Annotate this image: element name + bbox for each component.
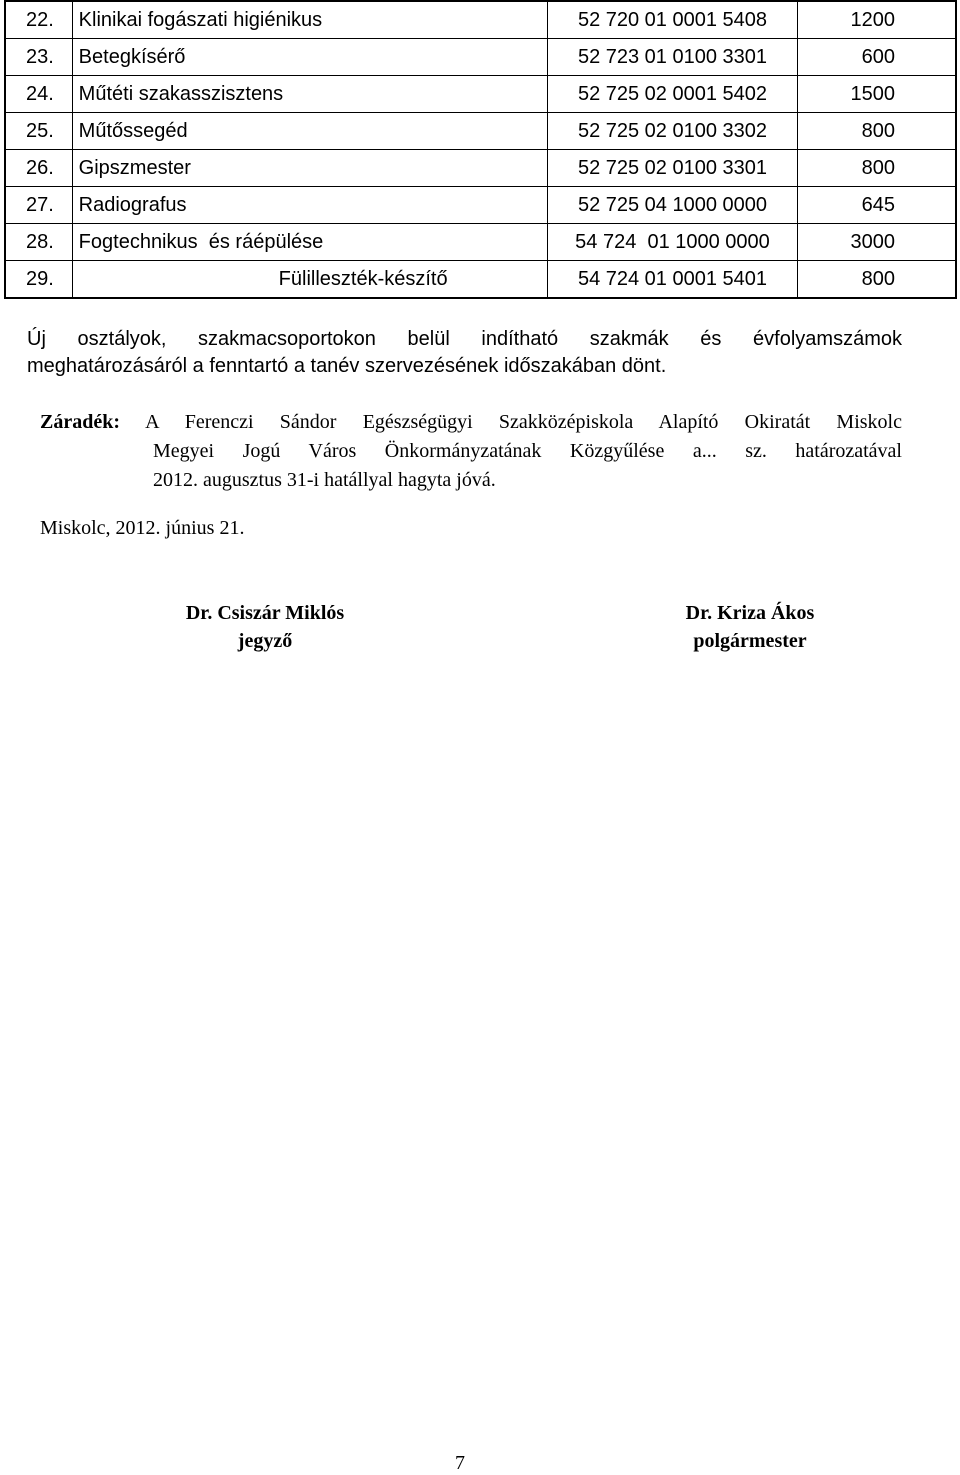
- signature-block-mayor: [640, 599, 860, 655]
- qualification-code: 54 724 01 1000 0000: [547, 224, 797, 261]
- row-number: 26.: [5, 150, 72, 187]
- profession-name: Fülilleszték-készítő: [72, 261, 547, 299]
- qualification-code: 52 720 01 0001 5408: [547, 1, 797, 39]
- table-row: [5, 261, 956, 299]
- hours-value: 800: [798, 261, 956, 299]
- row-number: 28.: [5, 224, 72, 261]
- hours-value: 1500: [798, 76, 956, 113]
- clause-line: A Ferenczi Sándor Egészségügyi Szakközépiskola Alapító Okiratát Miskolc: [145, 411, 902, 433]
- profession-name: Gipszmester: [72, 150, 547, 187]
- qualification-code: 52 725 04 1000 0000: [547, 187, 797, 224]
- place-date: Miskolc, 2012. június 21.: [40, 517, 245, 539]
- table-row: [5, 39, 956, 76]
- qualification-code: 54 724 01 0001 5401: [547, 261, 797, 299]
- profession-name: Műtéti szakasszisztens: [72, 76, 547, 113]
- clause-line: 2012. augusztus 31-i hatállyal hagyta jóvá.: [153, 469, 496, 491]
- hours-value: 600: [798, 39, 956, 76]
- signature-block-notary: [150, 599, 380, 655]
- page-number: 7: [455, 1452, 465, 1474]
- signatory-title: polgármester: [693, 630, 807, 652]
- row-number: 24.: [5, 76, 72, 113]
- qualification-code: 52 725 02 0100 3302: [547, 113, 797, 150]
- qualification-code: 52 725 02 0100 3301: [547, 150, 797, 187]
- profession-name: Betegkísérő: [72, 39, 547, 76]
- hours-value: 800: [798, 113, 956, 150]
- table-row: [5, 187, 956, 224]
- row-number: 22.: [5, 1, 72, 39]
- row-number: 25.: [5, 113, 72, 150]
- signatory-name: Dr. Csiszár Miklós: [185, 602, 345, 624]
- clause-line: Megyei Jogú Város Önkormányzatának Közgyűlése a... sz. határozatával: [153, 440, 902, 462]
- signatory-title: jegyző: [237, 630, 293, 652]
- paragraph-line: meghatározásáról a fenntartó a tanév szervezésének időszakában dönt.: [27, 355, 667, 377]
- hours-value: 800: [798, 150, 956, 187]
- profession-name: Fogtechnikus és ráépülése: [72, 224, 547, 261]
- row-number: 23.: [5, 39, 72, 76]
- table-row: [5, 1, 956, 39]
- clause-block: [40, 408, 902, 495]
- hours-value: 1200: [798, 1, 956, 39]
- paragraph-line: Új osztályok, szakmacsoportokon belül indítható szakmák és évfolyamszámok: [27, 328, 902, 350]
- profession-name: Radiografus: [72, 187, 547, 224]
- hours-value: 3000: [798, 224, 956, 261]
- hours-value: 645: [798, 187, 956, 224]
- table-row: [5, 113, 956, 150]
- profession-table: [4, 0, 957, 299]
- signatory-name: Dr. Kriza Ákos: [685, 602, 815, 624]
- table-row: [5, 150, 956, 187]
- row-number: 29.: [5, 261, 72, 299]
- clause-label: Záradék:: [40, 411, 120, 433]
- new-classes-paragraph: [27, 326, 902, 380]
- row-number: 27.: [5, 187, 72, 224]
- table-row: [5, 76, 956, 113]
- profession-name: Klinikai fogászati higiénikus: [72, 1, 547, 39]
- profession-name: Műtőssegéd: [72, 113, 547, 150]
- qualification-code: 52 725 02 0001 5402: [547, 76, 797, 113]
- table-row: [5, 224, 956, 261]
- qualification-code: 52 723 01 0100 3301: [547, 39, 797, 76]
